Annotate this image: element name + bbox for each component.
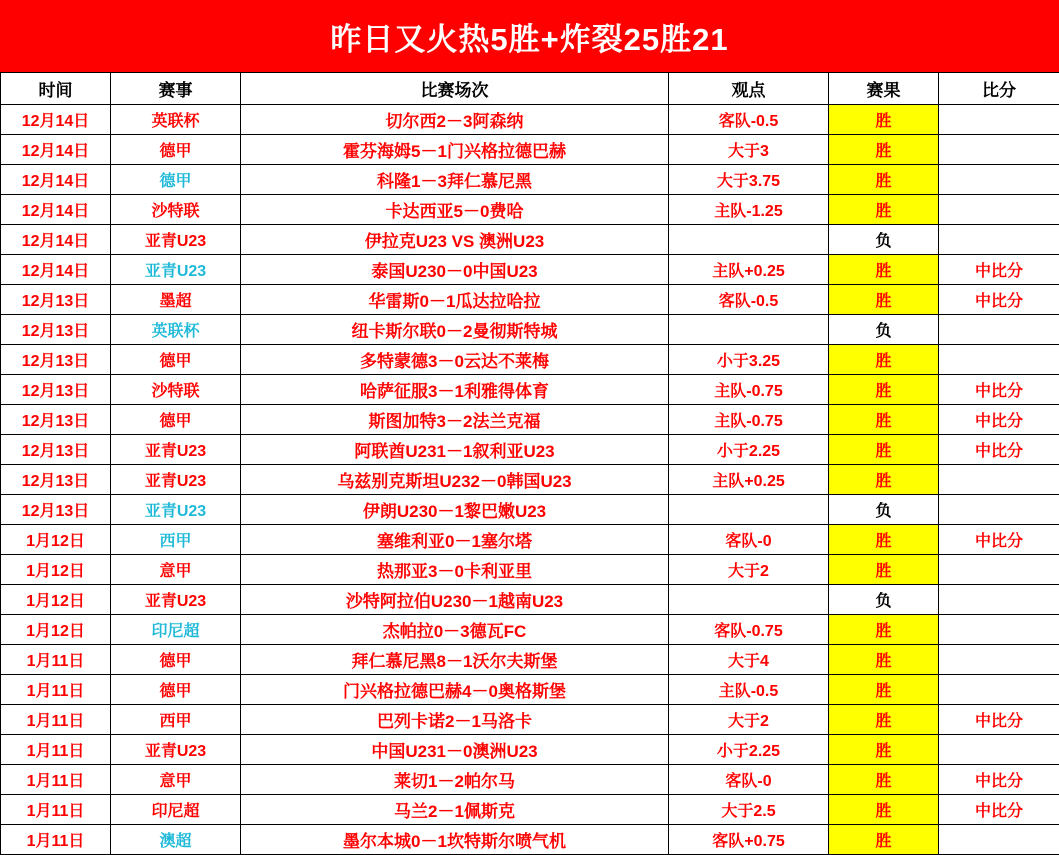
cell-result: 胜: [829, 765, 939, 795]
cell-result: 胜: [829, 405, 939, 435]
table-row: [1, 525, 1059, 555]
cell-view: 大于2: [669, 555, 829, 585]
table-row: [1, 225, 1059, 255]
cell-score: [939, 465, 1059, 495]
cell-score: [939, 825, 1059, 855]
cell-view: 客队-0.5: [669, 105, 829, 135]
cell-score: [939, 585, 1059, 615]
cell-score: 中比分: [939, 795, 1059, 825]
cell-view: 客队+0.75: [669, 825, 829, 855]
table-row: [1, 735, 1059, 765]
cell-view: 大于3: [669, 135, 829, 165]
cell-view: 小于2.25: [669, 435, 829, 465]
cell-score: [939, 165, 1059, 195]
cell-time: 12月14日: [1, 255, 111, 285]
cell-view: 主队-0.5: [669, 675, 829, 705]
cell-view: 主队-0.75: [669, 375, 829, 405]
cell-view: 大于2.5: [669, 795, 829, 825]
cell-match: 沙特阿拉伯U230－1越南U23: [241, 585, 669, 615]
cell-score: 中比分: [939, 765, 1059, 795]
cell-match: 纽卡斯尔联0－2曼彻斯特城: [241, 315, 669, 345]
cell-score: [939, 345, 1059, 375]
cell-league: 亚青U23: [111, 225, 241, 255]
cell-score: [939, 495, 1059, 525]
cell-time: 12月13日: [1, 285, 111, 315]
cell-league: 澳超: [111, 825, 241, 855]
cell-result: 胜: [829, 705, 939, 735]
cell-time: 12月14日: [1, 135, 111, 165]
cell-league: 印尼超: [111, 615, 241, 645]
table-row: [1, 615, 1059, 645]
cell-score: [939, 735, 1059, 765]
cell-match: 拜仁慕尼黑8－1沃尔夫斯堡: [241, 645, 669, 675]
cell-result: 负: [829, 495, 939, 525]
cell-league: 亚青U23: [111, 735, 241, 765]
cell-league: 德甲: [111, 135, 241, 165]
header-view: 观点: [669, 73, 829, 105]
table-row: [1, 675, 1059, 705]
cell-league: 英联杯: [111, 315, 241, 345]
cell-league: 亚青U23: [111, 255, 241, 285]
table-row: [1, 645, 1059, 675]
cell-time: 12月14日: [1, 225, 111, 255]
table-body: [1, 105, 1059, 855]
cell-time: 12月14日: [1, 195, 111, 225]
cell-league: 西甲: [111, 525, 241, 555]
cell-match: 门兴格拉德巴赫4－0奥格斯堡: [241, 675, 669, 705]
cell-result: 胜: [829, 105, 939, 135]
cell-match: 马兰2－1佩斯克: [241, 795, 669, 825]
table-row: [1, 765, 1059, 795]
page-banner: [0, 0, 1059, 72]
cell-result: 胜: [829, 345, 939, 375]
cell-score: 中比分: [939, 705, 1059, 735]
cell-time: 12月13日: [1, 315, 111, 345]
cell-score: [939, 135, 1059, 165]
cell-match: 热那亚3－0卡利亚里: [241, 555, 669, 585]
cell-match: 阿联酋U231－1叙利亚U23: [241, 435, 669, 465]
cell-match: 巴列卡诺2－1马洛卡: [241, 705, 669, 735]
cell-time: 1月12日: [1, 615, 111, 645]
cell-league: 德甲: [111, 405, 241, 435]
cell-result: 胜: [829, 555, 939, 585]
cell-result: 负: [829, 315, 939, 345]
cell-time: 1月11日: [1, 645, 111, 675]
cell-score: [939, 615, 1059, 645]
cell-league: 亚青U23: [111, 585, 241, 615]
cell-result: 胜: [829, 435, 939, 465]
cell-league: 亚青U23: [111, 465, 241, 495]
cell-result: 胜: [829, 135, 939, 165]
cell-league: 亚青U23: [111, 495, 241, 525]
cell-result: 负: [829, 585, 939, 615]
header-match: 比赛场次: [241, 73, 669, 105]
cell-match: 泰国U230－0中国U23: [241, 255, 669, 285]
cell-league: 墨超: [111, 285, 241, 315]
cell-league: 西甲: [111, 705, 241, 735]
cell-time: 1月11日: [1, 735, 111, 765]
cell-score: 中比分: [939, 405, 1059, 435]
cell-view: [669, 225, 829, 255]
cell-league: 亚青U23: [111, 435, 241, 465]
header-score: 比分: [939, 73, 1059, 105]
cell-time: 12月13日: [1, 345, 111, 375]
cell-match: 科隆1－3拜仁慕尼黑: [241, 165, 669, 195]
cell-match: 莱切1－2帕尔马: [241, 765, 669, 795]
table-row: [1, 315, 1059, 345]
cell-league: 德甲: [111, 675, 241, 705]
cell-time: 1月12日: [1, 555, 111, 585]
cell-match: 斯图加特3－2法兰克福: [241, 405, 669, 435]
cell-score: 中比分: [939, 375, 1059, 405]
table-row: [1, 585, 1059, 615]
cell-view: 主队+0.25: [669, 255, 829, 285]
cell-match: 霍芬海姆5－1门兴格拉德巴赫: [241, 135, 669, 165]
cell-match: 乌兹别克斯坦U232－0韩国U23: [241, 465, 669, 495]
cell-time: 1月11日: [1, 795, 111, 825]
cell-time: 12月13日: [1, 435, 111, 465]
cell-league: 意甲: [111, 765, 241, 795]
table-row: [1, 435, 1059, 465]
cell-view: [669, 315, 829, 345]
cell-view: 小于3.25: [669, 345, 829, 375]
cell-result: 胜: [829, 795, 939, 825]
cell-match: 切尔西2－3阿森纳: [241, 105, 669, 135]
cell-league: 沙特联: [111, 195, 241, 225]
cell-view: 大于4: [669, 645, 829, 675]
cell-league: 意甲: [111, 555, 241, 585]
cell-match: 哈萨征服3－1利雅得体育: [241, 375, 669, 405]
table-row: [1, 105, 1059, 135]
table-row: [1, 135, 1059, 165]
table-row: [1, 705, 1059, 735]
cell-league: 印尼超: [111, 795, 241, 825]
table-row: [1, 375, 1059, 405]
cell-view: 大于2: [669, 705, 829, 735]
table-header-row: [1, 73, 1059, 105]
cell-time: 12月13日: [1, 465, 111, 495]
cell-result: 胜: [829, 675, 939, 705]
cell-result: 胜: [829, 735, 939, 765]
cell-view: 客队-0: [669, 765, 829, 795]
cell-view: 客队-0: [669, 525, 829, 555]
cell-view: 大于3.75: [669, 165, 829, 195]
cell-result: 胜: [829, 255, 939, 285]
cell-time: 12月13日: [1, 375, 111, 405]
header-time: 时间: [1, 73, 111, 105]
cell-result: 胜: [829, 165, 939, 195]
table-row: [1, 465, 1059, 495]
page-title: 昨日又火热5胜+炸裂25胜21: [330, 14, 728, 59]
cell-view: 主队+0.25: [669, 465, 829, 495]
cell-score: [939, 555, 1059, 585]
cell-score: [939, 645, 1059, 675]
cell-time: 1月11日: [1, 675, 111, 705]
cell-match: 卡达西亚5－0费哈: [241, 195, 669, 225]
table-row: [1, 165, 1059, 195]
cell-match: 墨尔本城0－1坎特斯尔喷气机: [241, 825, 669, 855]
cell-score: 中比分: [939, 435, 1059, 465]
cell-match: 伊朗U230－1黎巴嫩U23: [241, 495, 669, 525]
cell-time: 1月11日: [1, 765, 111, 795]
cell-result: 负: [829, 225, 939, 255]
cell-view: 客队-0.75: [669, 615, 829, 645]
cell-league: 沙特联: [111, 375, 241, 405]
cell-time: 1月11日: [1, 825, 111, 855]
cell-score: 中比分: [939, 525, 1059, 555]
table-row: [1, 405, 1059, 435]
cell-score: 中比分: [939, 255, 1059, 285]
cell-result: 胜: [829, 285, 939, 315]
cell-view: 主队-0.75: [669, 405, 829, 435]
cell-view: 小于2.25: [669, 735, 829, 765]
cell-match: 塞维利亚0－1塞尔塔: [241, 525, 669, 555]
cell-result: 胜: [829, 645, 939, 675]
table-row: [1, 555, 1059, 585]
table-row: [1, 345, 1059, 375]
cell-score: [939, 315, 1059, 345]
cell-time: 12月14日: [1, 105, 111, 135]
cell-time: 1月12日: [1, 525, 111, 555]
header-result: 赛果: [829, 73, 939, 105]
cell-result: 胜: [829, 195, 939, 225]
cell-league: 德甲: [111, 345, 241, 375]
cell-view: [669, 495, 829, 525]
header-league: 赛事: [111, 73, 241, 105]
cell-view: 主队-1.25: [669, 195, 829, 225]
results-table: [0, 72, 1059, 855]
cell-match: 多特蒙德3－0云达不莱梅: [241, 345, 669, 375]
cell-view: [669, 585, 829, 615]
cell-score: [939, 105, 1059, 135]
cell-result: 胜: [829, 525, 939, 555]
cell-league: 英联杯: [111, 105, 241, 135]
table-row: [1, 795, 1059, 825]
cell-match: 伊拉克U23 VS 澳洲U23: [241, 225, 669, 255]
cell-score: [939, 225, 1059, 255]
cell-league: 德甲: [111, 645, 241, 675]
cell-match: 中国U231－0澳洲U23: [241, 735, 669, 765]
table-row: [1, 825, 1059, 855]
cell-match: 杰帕拉0－3德瓦FC: [241, 615, 669, 645]
table-row: [1, 255, 1059, 285]
cell-league: 德甲: [111, 165, 241, 195]
table-row: [1, 285, 1059, 315]
cell-score: [939, 195, 1059, 225]
cell-time: 12月13日: [1, 495, 111, 525]
cell-time: 12月14日: [1, 165, 111, 195]
cell-result: 胜: [829, 465, 939, 495]
cell-time: 1月12日: [1, 585, 111, 615]
cell-view: 客队-0.5: [669, 285, 829, 315]
cell-result: 胜: [829, 825, 939, 855]
cell-result: 胜: [829, 615, 939, 645]
table-row: [1, 495, 1059, 525]
cell-time: 1月11日: [1, 705, 111, 735]
cell-result: 胜: [829, 375, 939, 405]
cell-score: [939, 675, 1059, 705]
cell-score: 中比分: [939, 285, 1059, 315]
table-row: [1, 195, 1059, 225]
cell-match: 华雷斯0－1瓜达拉哈拉: [241, 285, 669, 315]
cell-time: 12月13日: [1, 405, 111, 435]
